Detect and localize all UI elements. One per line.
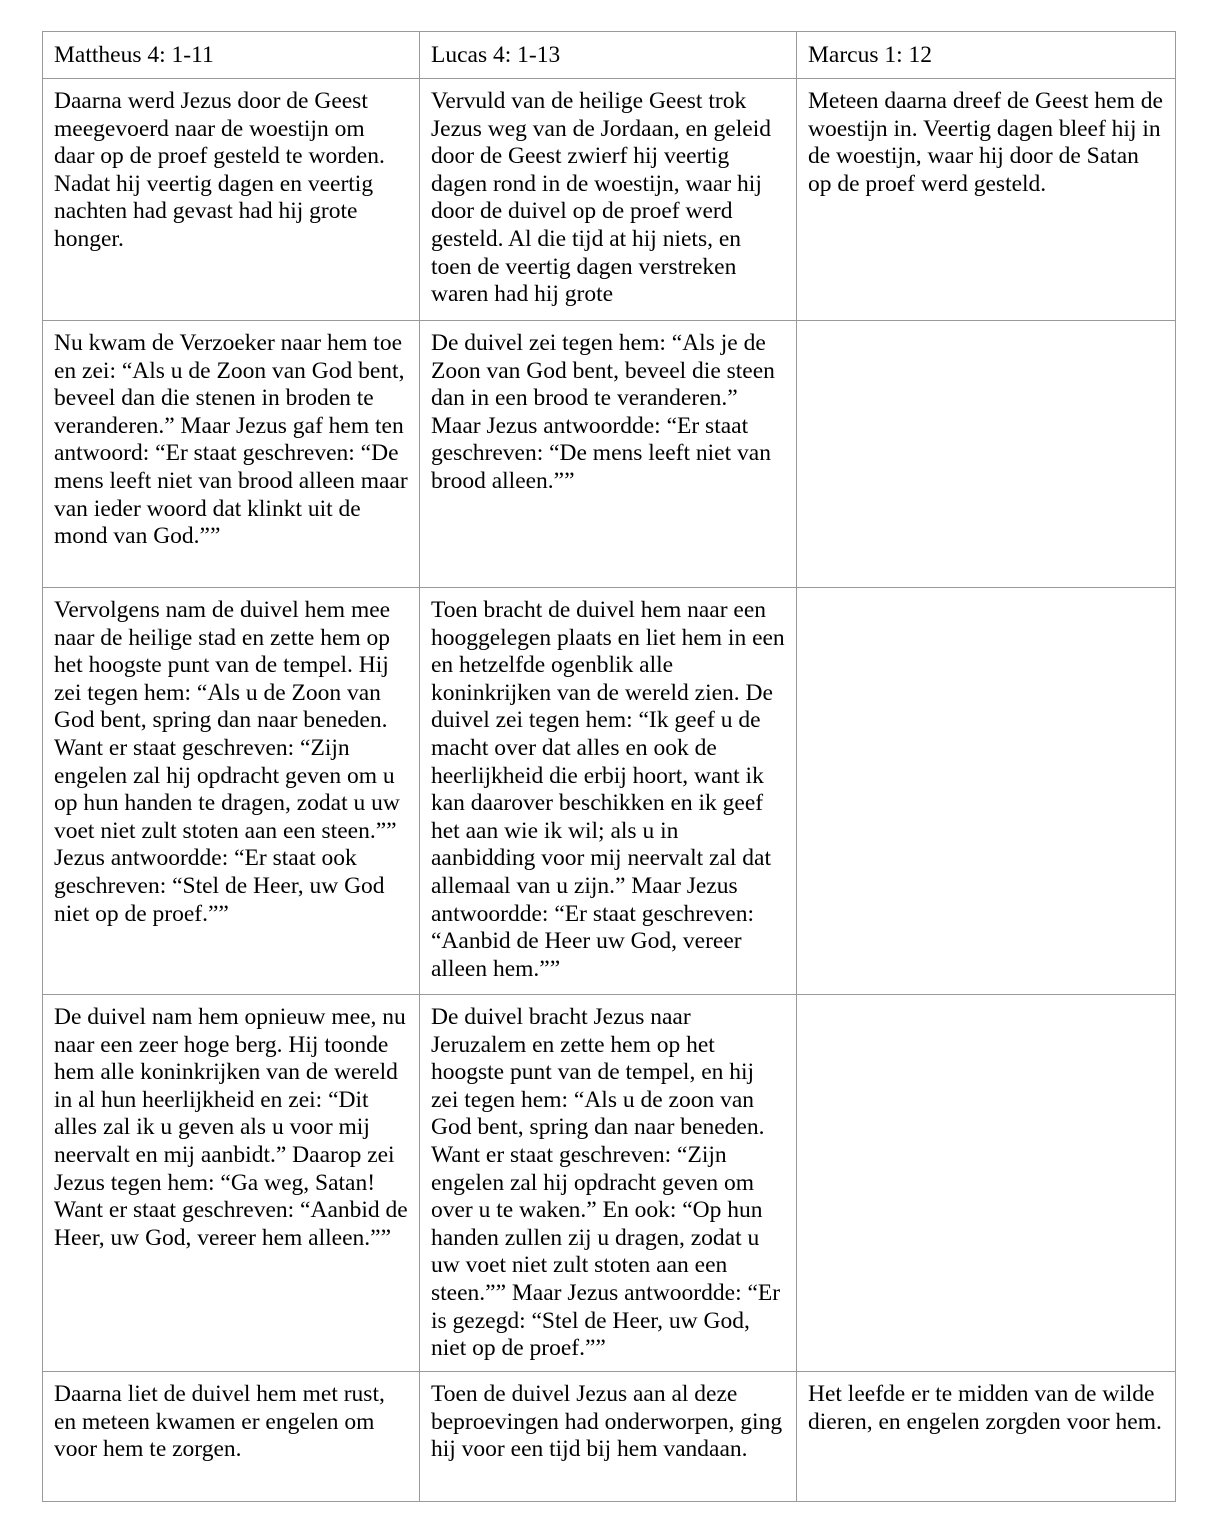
cell-text: Meteen daarna dreef de Geest hem de woestijn in. Veertig dagen bleef hij in de woestijn, waar hij door de Satan op de proef werd gesteld.	[808, 88, 1163, 197]
cell-mattheus	[43, 321, 420, 588]
cell-text: Toen de duivel Jezus aan al deze beproevingen had onderworpen, ging hij voor een tijd bij hem vandaan.	[431, 1381, 783, 1463]
cell-text: Vervuld van de heilige Geest trok Jezus weg van de Jordaan, en geleid door de Geest zwierf hij veertig dagen rond in de woestijn, waar hij door de duivel op de proef werd gesteld. Al die tijd at hij niets, en toen de veertig dagen verstreken waren had hij grote	[431, 88, 771, 308]
cell-lucas	[420, 321, 797, 588]
cell-mattheus	[43, 1372, 420, 1502]
cell-text: Toen bracht de duivel hem naar een hooggelegen plaats en liet hem in een en hetzelfde ogenblik alle koninkrijken van de wereld zien. De duivel zei tegen hem: “Ik geef u de macht over dat alles en ook de heerlijkheid die erbij hoort, want ik kan daarover beschikken en ik geef het aan wie ik wil; als u in aanbidding voor mij neervalt zal dat allemaal van u zijn.” Maar Jezus antwoordde: “Er staat geschreven: “Aanbid de Heer uw God, vereer alleen hem.””	[431, 597, 785, 982]
header-marcus	[797, 32, 1176, 79]
synopsis-table	[42, 31, 1176, 1502]
table-row	[43, 321, 1176, 588]
cell-text: De duivel zei tegen hem: “Als je de Zoon van God bent, beveel die steen dan in een brood te veranderen.” Maar Jezus antwoordde: “Er staat geschreven: “De mens leeft niet van brood alleen.””	[431, 330, 775, 494]
cell-text: Daarna liet de duivel hem met rust, en meteen kwamen er engelen om voor hem te zorgen.	[54, 1381, 385, 1463]
cell-marcus	[797, 321, 1176, 588]
header-row	[43, 32, 1176, 79]
cell-text: Vervolgens nam de duivel hem mee naar de heilige stad en zette hem op het hoogste punt van de tempel. Hij zei tegen hem: “Als u de Zoon van God bent, spring dan naar beneden. Want er staat geschreven: “Zijn engelen zal hij opdracht geven om u op hun handen te dragen, zodat u uw voet niet zult stoten aan een steen.”” Jezus antwoordde: “Er staat ook geschreven: “Stel de Heer, uw God niet op de proef.””	[54, 597, 400, 927]
cell-lucas	[420, 79, 797, 321]
header-lucas	[420, 32, 797, 79]
cell-text: De duivel nam hem opnieuw mee, nu naar een zeer hoge berg. Hij toonde hem alle koninkrijken van de wereld in al hun heerlijkheid en zei: “Dit alles zal ik u geven als u voor mij neervalt en mij aanbidt.” Daarop zei Jezus tegen hem: “Ga weg, Satan! Want er staat geschreven: “Aanbid de Heer, uw God, vereer hem alleen.””	[54, 1004, 408, 1251]
cell-text: De duivel bracht Jezus naar Jeruzalem en zette hem op het hoogste punt van de tempel, en hij zei tegen hem: “Als u de zoon van God bent, spring dan naar beneden. Want er staat geschreven: “Zijn engelen zal hij opdracht geven om over u te waken.” En ook: “Op hun handen zullen zij u dragen, zodat u uw voet niet zult stoten aan een steen.”” Maar Jezus antwoordde: “Er is gezegd: “Stel de Heer, uw God, niet op de proef.””	[431, 1004, 781, 1362]
cell-lucas	[420, 995, 797, 1372]
header-lucas-text: Lucas 4: 1-13	[431, 42, 561, 68]
cell-marcus	[797, 995, 1176, 1372]
cell-marcus	[797, 79, 1176, 321]
cell-lucas	[420, 588, 797, 995]
header-marcus-text: Marcus 1: 12	[808, 42, 933, 68]
table-row	[43, 1372, 1176, 1502]
cell-marcus	[797, 588, 1176, 995]
cell-text: Het leefde er te midden van de wilde dieren, en engelen zorgden voor hem.	[808, 1381, 1162, 1435]
table-row	[43, 995, 1176, 1372]
header-mattheus	[43, 32, 420, 79]
cell-mattheus	[43, 79, 420, 321]
cell-lucas	[420, 1372, 797, 1502]
table-row	[43, 588, 1176, 995]
cell-text: Daarna werd Jezus door de Geest meegevoerd naar de woestijn om daar op de proef gesteld te worden. Nadat hij veertig dagen en veertig nachten had gevast had hij grote honger.	[54, 88, 385, 252]
cell-text: Nu kwam de Verzoeker naar hem toe en zei: “Als u de Zoon van God bent, beveel dan die stenen in broden te veranderen.” Maar Jezus gaf hem ten antwoord: “Er staat geschreven: “De mens leeft niet van brood alleen maar van ieder woord dat klinkt uit de mond van God.””	[54, 330, 408, 550]
cell-mattheus	[43, 995, 420, 1372]
header-mattheus-text: Mattheus 4: 1-11	[54, 42, 214, 68]
table-row	[43, 79, 1176, 321]
cell-mattheus	[43, 588, 420, 995]
cell-marcus	[797, 1372, 1176, 1502]
